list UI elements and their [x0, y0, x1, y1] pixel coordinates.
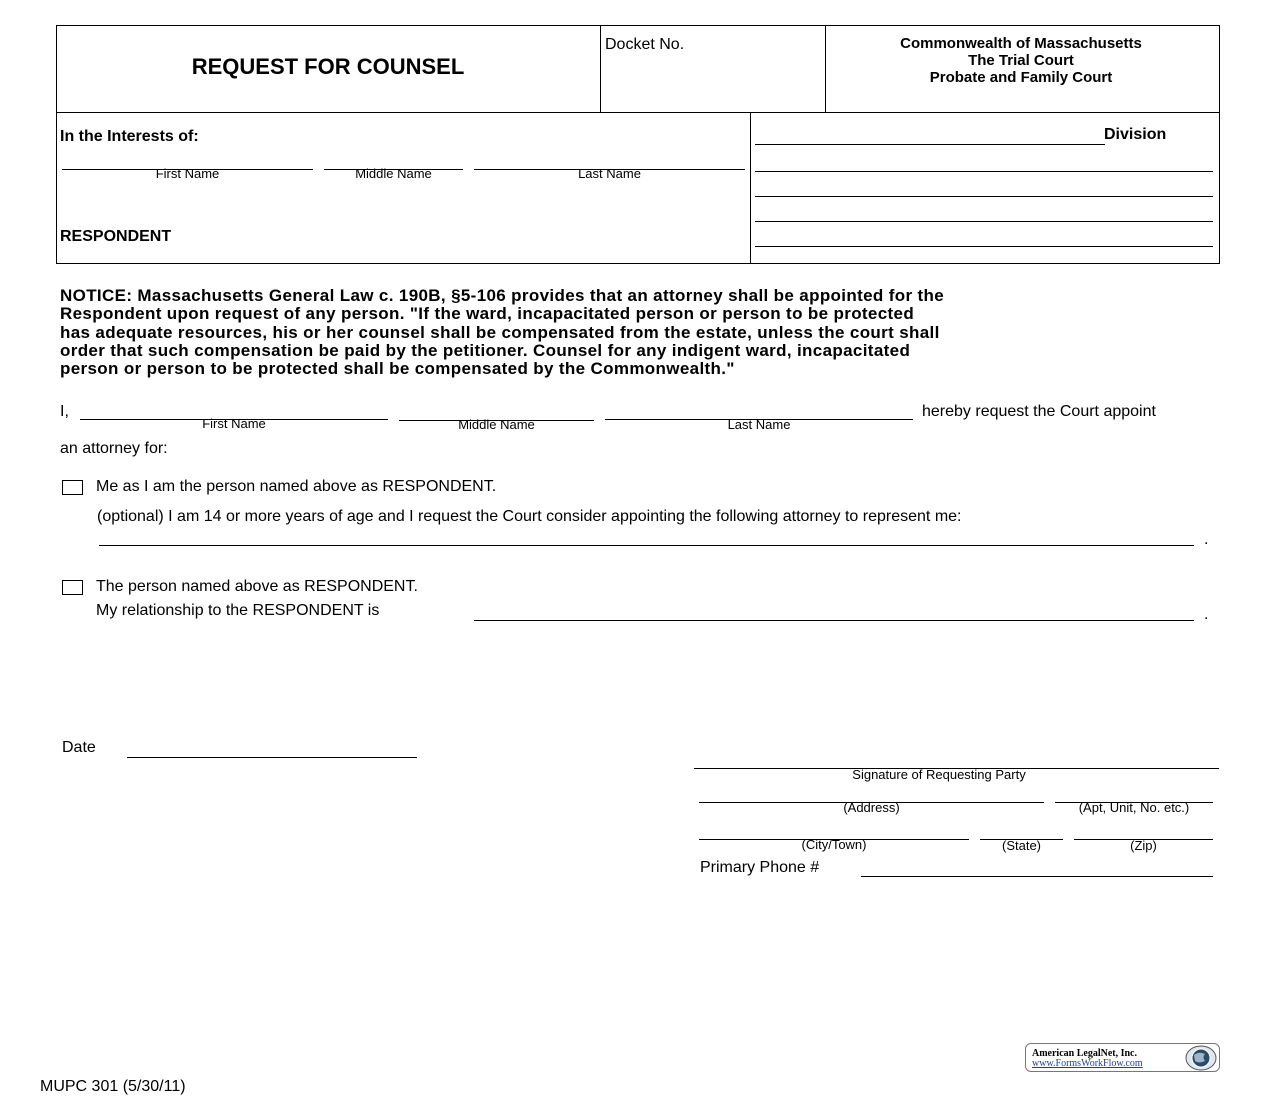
division-label: Division: [1104, 126, 1167, 143]
interests-box: [56, 112, 1220, 264]
docket-number-field[interactable]: [601, 58, 824, 112]
option-self-optional-text: (optional) I am 14 or more years of age and I request the Court consider appointing the following attorney to represent me:: [97, 508, 962, 525]
american-legalnet-logo[interactable]: [1025, 1043, 1220, 1072]
form-number: MUPC 301 (5/30/11): [40, 1078, 186, 1095]
court-name-block: [826, 35, 1216, 86]
court-line-3: Probate and Family Court: [929, 69, 1113, 86]
period: .: [1204, 606, 1209, 623]
notice-line: order that such compensation be paid by the petitioner. Counsel for any indigent ward, incapacitated: [60, 340, 911, 360]
option-respondent-checkbox[interactable]: [62, 580, 83, 595]
period: .: [1204, 531, 1209, 548]
request-prefix: I,: [60, 403, 69, 420]
date-field[interactable]: [127, 757, 417, 758]
logo-company-name: American LegalNet, Inc.: [1032, 1048, 1137, 1059]
logo-url[interactable]: www.FormsWorkFlow.com: [1032, 1058, 1143, 1069]
respondent-first-name-caption: First Name: [155, 166, 220, 181]
respondent-last-name-caption: Last Name: [578, 166, 641, 181]
division-address-line-1[interactable]: [755, 171, 1213, 172]
relationship-label: My relationship to the RESPONDENT is: [96, 602, 380, 619]
interests-label: In the Interests of:: [60, 128, 199, 145]
court-line-1: Commonwealth of Massachusetts: [900, 35, 1142, 52]
division-address-line-3[interactable]: [755, 221, 1213, 222]
signature-caption: Signature of Requesting Party: [852, 767, 1026, 782]
globe-icon: [1183, 1045, 1219, 1071]
interests-divider: [750, 112, 751, 264]
option-respondent-label: The person named above as RESPONDENT.: [96, 578, 418, 595]
division-field[interactable]: [755, 144, 1105, 145]
division-address-line-4[interactable]: [755, 246, 1213, 247]
apt-caption: (Apt, Unit, No. etc.): [1078, 800, 1190, 815]
preferred-attorney-field[interactable]: [99, 545, 1194, 546]
court-line-2: The Trial Court: [968, 52, 1074, 69]
notice-line: person or person to be protected shall be compensated by the Commonwealth.": [60, 359, 735, 379]
request-suffix: hereby request the Court appoint: [922, 403, 1156, 420]
form-title: REQUEST FOR COUNSEL: [191, 54, 465, 79]
requester-first-name-caption: First Name: [202, 416, 266, 431]
respondent-middle-name-caption: Middle Name: [355, 166, 432, 181]
date-label: Date: [62, 739, 96, 756]
phone-field[interactable]: [861, 876, 1213, 877]
state-caption: (State): [1001, 838, 1041, 853]
request-continuation: an attorney for:: [60, 440, 168, 457]
notice-line: Respondent upon request of any person. "If the ward, incapacitated person or person to be protected: [60, 304, 915, 324]
option-self-checkbox[interactable]: [62, 480, 83, 495]
option-self-label: Me as I am the person named above as RESPONDENT.: [96, 478, 497, 495]
address-caption: (Address): [843, 800, 900, 815]
respondent-label: RESPONDENT: [60, 228, 172, 245]
division-address-line-2[interactable]: [755, 196, 1213, 197]
requester-middle-name-caption: Middle Name: [458, 417, 535, 432]
notice-line: NOTICE: Massachusetts General Law c. 190B, §5-106 provides that an attorney shall be appointed for the: [60, 286, 945, 305]
notice-paragraph: [60, 287, 1220, 378]
phone-label: Primary Phone #: [700, 859, 820, 876]
relationship-field[interactable]: [474, 620, 1194, 621]
requester-last-name-caption: Last Name: [727, 417, 791, 432]
zip-caption: (Zip): [1130, 838, 1157, 853]
notice-line: has adequate resources, his or her counsel shall be compensated from the estate, unless the court shall: [60, 322, 940, 342]
city-caption: (City/Town): [801, 837, 867, 852]
docket-label: Docket No.: [605, 36, 685, 53]
